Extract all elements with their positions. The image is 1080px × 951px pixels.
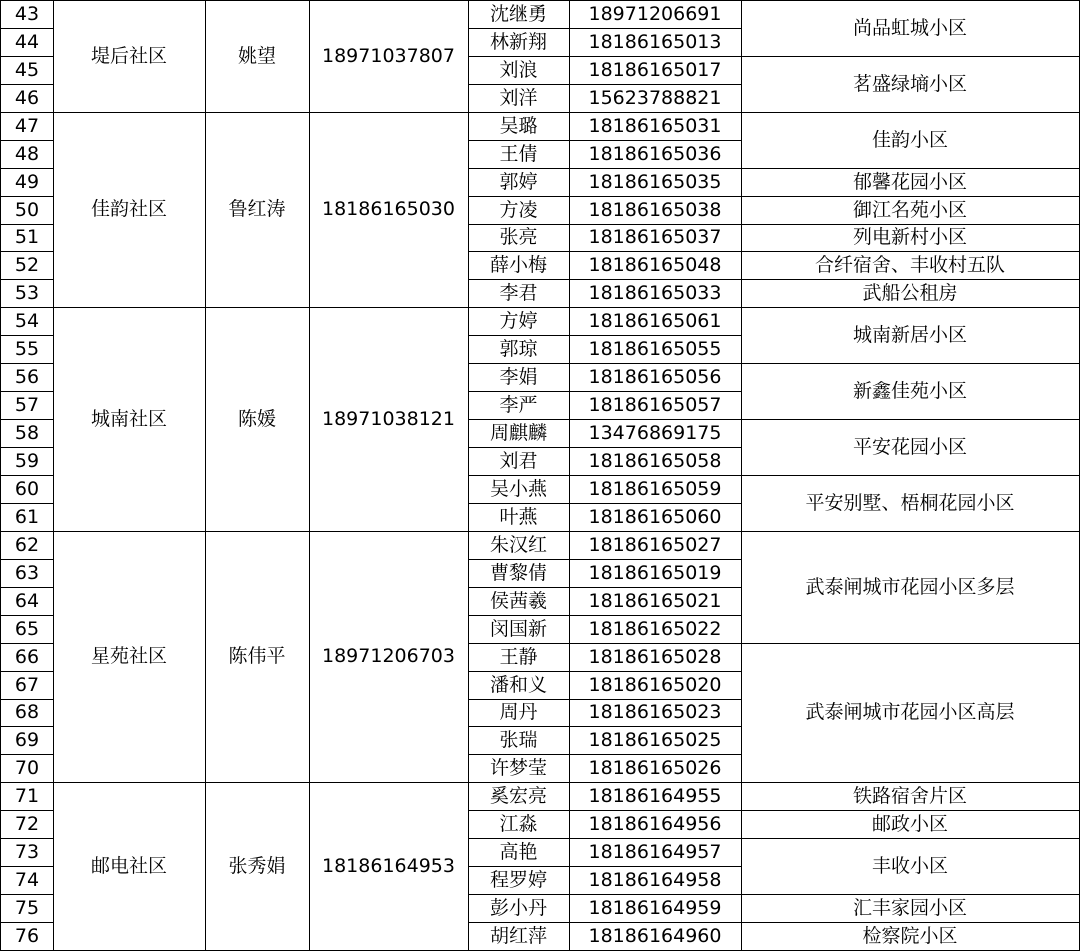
residential-area: 检察院小区 [741,922,1080,951]
staff-phone: 18186165038 [569,196,742,225]
residential-area: 尚品虹城小区 [741,0,1080,57]
row-number: 43 [0,0,54,29]
staff-phone: 18186164957 [569,838,742,867]
staff-phone: 18186165020 [569,671,742,700]
staff-phone: 13476869175 [569,419,742,448]
staff-name: 程罗婷 [468,866,570,895]
residential-area: 丰收小区 [741,838,1080,895]
row-number: 70 [0,754,54,783]
row-number: 45 [0,56,54,85]
row-number: 63 [0,559,54,588]
row-number: 67 [0,671,54,700]
row-number: 60 [0,475,54,504]
staff-phone: 18186165033 [569,279,742,308]
row-number: 51 [0,224,54,252]
community-name: 堤后社区 [53,0,206,113]
staff-name: 李娟 [468,363,570,392]
row-number: 50 [0,196,54,225]
staff-name: 方凌 [468,196,570,225]
staff-name: 高艳 [468,838,570,867]
staff-phone: 18186165037 [569,224,742,252]
row-number: 68 [0,699,54,727]
row-number: 62 [0,531,54,560]
staff-name: 江淼 [468,810,570,839]
residential-area: 汇丰家园小区 [741,894,1080,923]
residential-area: 平安花园小区 [741,419,1080,476]
staff-name: 胡红萍 [468,922,570,951]
staff-phone: 18186165019 [569,559,742,588]
staff-phone: 18186165025 [569,726,742,755]
staff-name: 王倩 [468,140,570,169]
row-number: 71 [0,782,54,811]
staff-phone: 18186165028 [569,643,742,672]
staff-name: 朱汉红 [468,531,570,560]
residential-area: 武船公租房 [741,279,1080,308]
staff-name: 曹黎倩 [468,559,570,588]
row-number: 49 [0,168,54,197]
staff-phone: 18186165031 [569,112,742,141]
staff-phone: 18186165036 [569,140,742,169]
residential-area: 茗盛绿墒小区 [741,56,1080,113]
row-number: 53 [0,279,54,308]
community-head: 姚望 [205,0,310,113]
staff-phone: 18186165022 [569,615,742,644]
residential-area: 列电新村小区 [741,224,1080,252]
row-number: 72 [0,810,54,839]
community-name: 城南社区 [53,307,206,532]
staff-phone: 18186164956 [569,810,742,839]
community-head-phone: 18186164953 [309,782,469,951]
staff-phone: 18186165059 [569,475,742,504]
staff-phone: 18186165026 [569,754,742,783]
staff-phone: 18186164959 [569,894,742,923]
staff-name: 侯茜羲 [468,587,570,616]
residential-area: 平安别墅、梧桐花园小区 [741,475,1080,532]
staff-phone: 18186165027 [569,531,742,560]
staff-name: 李君 [468,279,570,308]
staff-name: 叶燕 [468,503,570,532]
residential-area: 武泰闸城市花园小区高层 [741,643,1080,783]
staff-name: 奚宏亮 [468,782,570,811]
staff-name: 吴璐 [468,112,570,141]
staff-name: 方婷 [468,307,570,336]
staff-name: 张亮 [468,224,570,252]
staff-name: 刘浪 [468,56,570,85]
residential-area: 铁路宿舍片区 [741,782,1080,811]
residential-area: 郁馨花园小区 [741,168,1080,197]
row-number: 64 [0,587,54,616]
row-number: 56 [0,363,54,392]
staff-name: 刘君 [468,447,570,476]
staff-phone: 18971206691 [569,0,742,29]
staff-name: 彭小丹 [468,894,570,923]
staff-name: 薛小梅 [468,251,570,280]
residential-area: 御江名苑小区 [741,196,1080,225]
staff-name: 郭琼 [468,335,570,364]
staff-phone: 18186165017 [569,56,742,85]
community-head-phone: 18971206703 [309,531,469,783]
row-number: 47 [0,112,54,141]
row-number: 55 [0,335,54,364]
community-head: 陈伟平 [205,531,310,783]
staff-phone: 18186164960 [569,922,742,951]
community-head-phone: 18971037807 [309,0,469,113]
staff-name: 潘和义 [468,671,570,700]
staff-name: 许梦莹 [468,754,570,783]
staff-phone: 18186164955 [569,782,742,811]
community-name: 邮电社区 [53,782,206,951]
row-number: 52 [0,251,54,280]
community-head-phone: 18971038121 [309,307,469,532]
row-number: 76 [0,922,54,951]
staff-phone: 18186165035 [569,168,742,197]
staff-name: 李严 [468,391,570,420]
staff-phone: 18186165058 [569,447,742,476]
row-number: 75 [0,894,54,923]
staff-name: 闵国新 [468,615,570,644]
residential-area: 武泰闸城市花园小区多层 [741,531,1080,644]
table-top-border [0,0,1080,1]
residential-area: 佳韵小区 [741,112,1080,169]
staff-name: 周丹 [468,699,570,727]
community-name: 佳韵社区 [53,112,206,308]
row-number: 54 [0,307,54,336]
staff-phone: 18186165021 [569,587,742,616]
staff-phone: 18186164958 [569,866,742,895]
row-number: 46 [0,84,54,113]
row-number: 65 [0,615,54,644]
row-number: 59 [0,447,54,476]
staff-name: 王静 [468,643,570,672]
row-number: 69 [0,726,54,755]
row-number: 57 [0,391,54,420]
staff-name: 吴小燕 [468,475,570,504]
row-number: 73 [0,838,54,867]
staff-phone: 18186165048 [569,251,742,280]
staff-phone: 18186165023 [569,699,742,727]
staff-phone: 15623788821 [569,84,742,113]
residential-area: 城南新居小区 [741,307,1080,364]
row-number: 58 [0,419,54,448]
community-head: 鲁红涛 [205,112,310,308]
staff-name: 林新翔 [468,28,570,57]
staff-name: 郭婷 [468,168,570,197]
row-number: 44 [0,28,54,57]
staff-name: 沈继勇 [468,0,570,29]
staff-phone: 18186165060 [569,503,742,532]
community-head-phone: 18186165030 [309,112,469,308]
staff-name: 刘洋 [468,84,570,113]
residential-area: 邮政小区 [741,810,1080,839]
staff-phone: 18186165057 [569,391,742,420]
community-head: 张秀娟 [205,782,310,951]
staff-phone: 18186165061 [569,307,742,336]
staff-phone: 18186165055 [569,335,742,364]
row-number: 66 [0,643,54,672]
staff-phone: 18186165013 [569,28,742,57]
staff-name: 周麒麟 [468,419,570,448]
staff-phone: 18186165056 [569,363,742,392]
row-number: 61 [0,503,54,532]
community-head: 陈媛 [205,307,310,532]
row-number: 48 [0,140,54,169]
residential-area: 新鑫佳苑小区 [741,363,1080,420]
staff-name: 张瑞 [468,726,570,755]
row-number: 74 [0,866,54,895]
community-name: 星苑社区 [53,531,206,783]
residential-area: 合纤宿舍、丰收村五队 [741,251,1080,280]
